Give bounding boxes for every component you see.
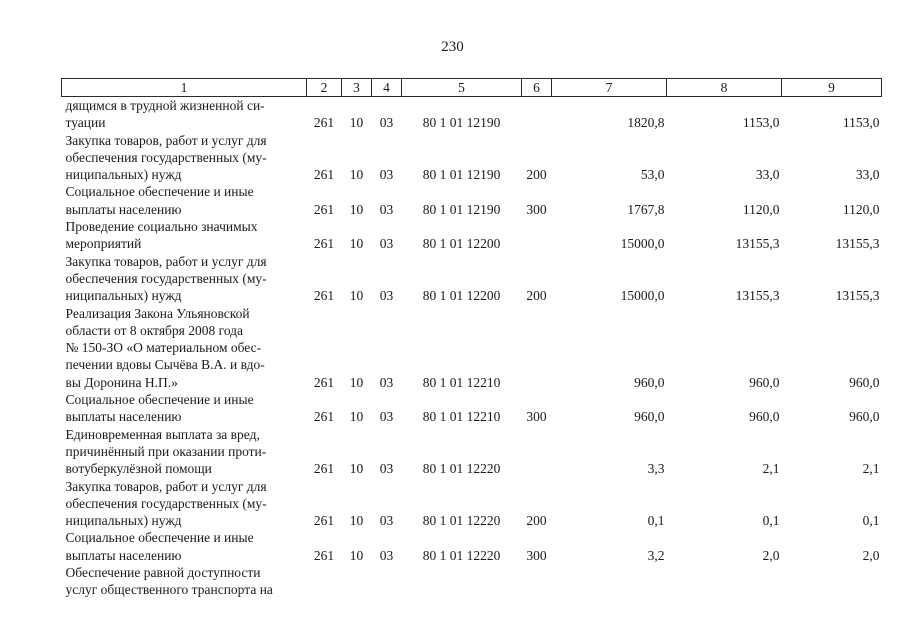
cell-amount-col8: 1120,0 [742,201,780,217]
description-line: Единовременная выплата за вред, [65,426,260,442]
cell-amount-col8 [667,564,782,599]
table-row [62,478,882,530]
description-line: печении вдовы Сычёва В.А. и вдо- [65,357,265,373]
cell-section: 10 [349,201,364,217]
header-col-9: 9 [782,79,882,97]
cell-description [62,253,307,305]
description-line: дящимся в трудной жизненной си- [65,98,265,113]
table-row [62,132,882,184]
table-row [62,529,882,564]
cell-section: 10 [349,167,364,183]
cell-amount-col7: 1767,8 [627,201,665,217]
cell-amount-col9: 960,0 [849,409,880,425]
cell-amount-col8: 33,0 [755,167,780,183]
description-line: выплаты населению [65,201,182,217]
cell-section: 10 [349,547,364,563]
header-col-2: 2 [307,79,342,97]
cell-amount-col9: 0,1 [862,513,880,529]
table-header [62,79,882,97]
table-row [62,253,882,305]
cell-amount-col7: 15000,0 [620,236,665,252]
cell-subsection: 03 [379,409,394,425]
cell-subsection [372,564,402,599]
cell-target-article: 80 1 01 12210 [422,409,501,425]
cell-description [62,391,307,426]
cell-amount-col9: 960,0 [849,374,880,390]
cell-subsection: 03 [379,374,394,390]
header-col-5: 5 [402,79,522,97]
table-row [62,183,882,218]
cell-expense-type: 200 [526,513,547,529]
description-line: Обеспечение равной доступности [65,565,261,581]
cell-description [62,564,307,599]
cell-subsection: 03 [379,167,394,183]
cell-section: 10 [349,513,364,529]
table-row [62,218,882,253]
cell-amount-col7: 960,0 [634,374,665,390]
cell-section [342,564,372,599]
header-col-7: 7 [552,79,667,97]
cell-amount-col9: 1120,0 [842,201,880,217]
cell-target-article: 80 1 01 12190 [422,115,501,131]
cell-admin-code: 261 [313,115,335,131]
cell-description [62,305,307,391]
cell-amount-col9: 33,0 [855,167,880,183]
cell-section: 10 [349,409,364,425]
cell-amount-col7: 0,1 [647,513,665,529]
cell-expense-type: 200 [526,167,547,183]
cell-expense-type [522,97,552,132]
description-line: туации [65,115,106,131]
cell-expense-type [522,305,552,391]
cell-amount-col9: 2,1 [862,461,880,477]
cell-target-article: 80 1 01 12220 [422,547,501,563]
cell-amount-col9: 13155,3 [835,288,880,304]
cell-target-article: 80 1 01 12210 [422,374,501,390]
header-row [62,79,882,97]
description-line: причинённый при оказании проти- [65,443,267,459]
cell-target-article: 80 1 01 12200 [422,236,501,252]
description-line: Закупка товаров, работ и услуг для [65,478,267,494]
cell-description [62,218,307,253]
cell-section: 10 [349,288,364,304]
cell-expense-type [522,426,552,478]
description-line: № 150-ЗО «О материальном обес- [65,340,262,356]
header-col-1: 1 [62,79,307,97]
cell-amount-col7: 3,2 [647,547,665,563]
cell-target-article: 80 1 01 12190 [422,167,501,183]
cell-amount-col8: 1153,0 [742,115,780,131]
description-line: Социальное обеспечение и иные [65,392,254,408]
header-col-4: 4 [372,79,402,97]
cell-amount-col8: 960,0 [749,374,780,390]
cell-amount-col8: 960,0 [749,409,780,425]
description-line: мероприятий [65,236,142,252]
cell-amount-col9 [782,564,882,599]
cell-amount-col9: 13155,3 [835,236,880,252]
cell-amount-col8: 2,0 [762,547,780,563]
cell-subsection: 03 [379,288,394,304]
description-line: выплаты населению [65,547,182,563]
cell-admin-code: 261 [313,201,335,217]
description-line: Закупка товаров, работ и услуг для [65,253,267,269]
cell-amount-col7: 1820,8 [627,115,665,131]
description-line: ниципальных) нужд [65,167,182,183]
cell-amount-col9: 2,0 [862,547,880,563]
description-line: Проведение социально значимых [65,219,258,235]
cell-description [62,529,307,564]
table-row [62,426,882,478]
cell-admin-code: 261 [313,409,335,425]
description-line: ниципальных) нужд [65,288,182,304]
description-line: вы Доронина Н.П.» [65,374,178,390]
cell-section: 10 [349,236,364,252]
cell-expense-type: 300 [526,409,547,425]
cell-amount-col7: 53,0 [640,167,665,183]
cell-amount-col9: 1153,0 [842,115,880,131]
description-line: Социальное обеспечение и иные [65,530,254,546]
cell-amount-col7: 15000,0 [620,288,665,304]
header-col-3: 3 [342,79,372,97]
description-line: услуг общественного транспорта на [65,582,273,598]
page-number: 230 [441,39,464,55]
table-body [62,97,882,599]
cell-target-article: 80 1 01 12200 [422,288,501,304]
cell-amount-col8: 2,1 [762,461,780,477]
cell-amount-col8: 13155,3 [735,236,780,252]
cell-admin-code: 261 [313,461,335,477]
header-col-6: 6 [522,79,552,97]
table-row [62,391,882,426]
cell-amount-col8: 13155,3 [735,288,780,304]
cell-expense-type: 300 [526,547,547,563]
description-line: области от 8 октября 2008 года [65,322,244,338]
cell-subsection: 03 [379,547,394,563]
budget-table-container [61,78,880,599]
cell-description [62,478,307,530]
header-col-8: 8 [667,79,782,97]
cell-admin-code [307,564,342,599]
cell-description [62,426,307,478]
table-row [62,97,882,132]
cell-expense-type [522,564,552,599]
cell-amount-col7: 3,3 [647,461,665,477]
cell-admin-code: 261 [313,374,335,390]
cell-description [62,183,307,218]
description-line: Социальное обеспечение и иные [65,184,254,200]
cell-description [62,132,307,184]
description-line: Закупка товаров, работ и услуг для [65,132,267,148]
cell-expense-type: 200 [526,288,547,304]
cell-admin-code: 261 [313,547,335,563]
table-row [62,305,882,391]
cell-subsection: 03 [379,236,394,252]
cell-section: 10 [349,461,364,477]
description-line: обеспечения государственных (му- [65,149,267,165]
description-line: Реализация Закона Ульяновской [65,305,250,321]
cell-admin-code: 261 [313,288,335,304]
cell-section: 10 [349,115,364,131]
cell-subsection: 03 [379,115,394,131]
cell-subsection: 03 [379,513,394,529]
cell-target-article: 80 1 01 12220 [422,461,501,477]
description-line: обеспечения государственных (му- [65,495,267,511]
cell-admin-code: 261 [313,513,335,529]
cell-target-article [402,564,522,599]
cell-expense-type [522,218,552,253]
cell-section: 10 [349,374,364,390]
cell-target-article: 80 1 01 12220 [422,513,501,529]
cell-admin-code: 261 [313,236,335,252]
description-line: ниципальных) нужд [65,513,182,529]
cell-admin-code: 261 [313,167,335,183]
cell-expense-type: 300 [526,201,547,217]
budget-table [61,78,882,599]
cell-target-article: 80 1 01 12190 [422,201,501,217]
cell-subsection: 03 [379,201,394,217]
cell-amount-col8: 0,1 [762,513,780,529]
cell-amount-col7: 960,0 [634,409,665,425]
description-line: обеспечения государственных (му- [65,270,267,286]
description-line: выплаты населению [65,409,182,425]
description-line: вотуберкулёзной помощи [65,461,212,477]
table-row [62,564,882,599]
cell-amount-col7 [552,564,667,599]
cell-subsection: 03 [379,461,394,477]
cell-description [62,97,307,132]
